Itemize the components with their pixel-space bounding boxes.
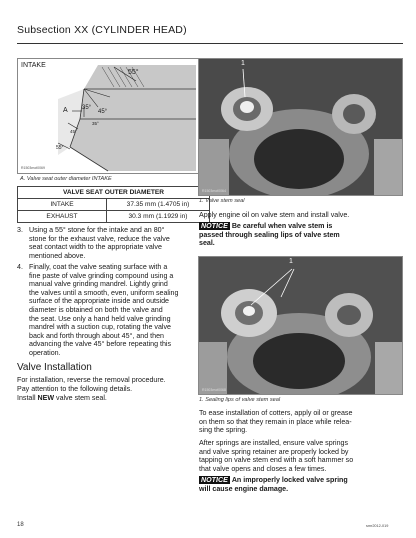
document-code: smr2012-019 [366,524,389,528]
row-value: 30.3 mm (1.1929 in) [107,211,210,223]
text-line: mentioned above. [29,251,86,260]
text-run: Install [17,394,38,402]
text-line: After springs are installed, ensure valve springs [199,439,349,447]
text-line: Using a 55° stone for the intake and an 80° [29,226,165,234]
figure-id: R1503mot0069 [21,166,45,170]
text-line: surface of the appropriate inside and outside [29,297,169,306]
table-row [18,211,210,223]
notice-tag: NOTICE [201,222,228,230]
angle-55-top-label: 55° [128,69,139,76]
text-line: To ease installation of cotters, apply oil or grease [199,409,353,417]
figure-caption: 1. Sealing lips of valve stem seal [199,397,281,403]
text-line: the seat. Use only a hand held valve grinding [29,314,171,323]
intake-label: INTAKE [21,62,46,69]
text-line: tapping on valve stem end with a soft hammer so [199,456,354,465]
figure-id: R1503mot0068 [202,388,226,392]
text-line: on them so that they remain in place while relea- [199,417,352,426]
callout-number: 1 [289,258,293,265]
header-divider [17,43,403,44]
text-line: operation. [29,348,61,357]
text-line: seal. [199,239,215,248]
text-line [199,222,399,231]
valve-seat-drawing [18,59,198,173]
sealing-lips-photo [198,256,403,395]
label-a: A [63,107,68,114]
text-line: manual valve grinding mandrel. Lightly grind [29,280,168,289]
install-seal-text [17,394,107,403]
step-number: 4. [17,263,23,271]
text-line: Pay attention to the following details. [17,384,133,393]
notice-block [199,476,399,493]
figure-id: R1503mot0064 [202,189,226,193]
row-label: INTAKE [18,199,107,211]
page-number: 18 [17,522,24,528]
text-line: the valves until a smooth, even, uniform sealing [29,288,179,297]
notice-tag: NOTICE [201,476,228,484]
angle-55b-label: 55° [56,145,64,151]
springs-text [199,439,399,473]
row-label: EXHAUST [18,211,107,223]
new-emphasis: NEW [37,394,55,402]
callout-number: 1 [241,60,245,67]
text-run: Be careful when valve stem is [231,222,333,230]
table-title: VALVE SEAT OUTER DIAMETER [18,187,210,199]
step-text [29,263,194,358]
text-line: For installation, reverse the removal procedure. [17,376,166,384]
figure-caption: A. Valve seat outer diameter INTAKE [20,176,112,182]
step-text [29,226,194,260]
notice-block [199,222,399,248]
valve-stem-seal-photo [198,58,403,196]
text-line: passed through sealing lips of valve stem [199,230,340,239]
photo-drawing [199,59,402,195]
text-run: valve stem seal. [54,394,107,402]
text-line: back and forth through about 45°, and then [29,331,164,340]
row-value: 37.35 mm (1.4705 in) [107,199,210,211]
section-title: Subsection XX (CYLINDER HEAD) [17,24,187,36]
angle-35-label: 35° [82,105,92,111]
text-line: that valve opens and closes a few times. [199,464,327,473]
section-heading: Valve Installation [17,362,92,373]
text-line: diameter is obtained on both the valve and [29,305,163,314]
installation-intro [17,376,197,393]
text-line: Finally, coat the valve seating surface with a [29,263,168,271]
text-run: An improperly locked valve spring [231,476,348,484]
angle-45-label: 45° [98,109,108,115]
valve-seat-diagram [17,58,199,174]
table-row [18,199,210,211]
text-line: and valve spring retainer are properly locked by [199,447,349,456]
photo-drawing [199,257,402,394]
text-line: will cause engine damage. [199,484,289,493]
apply-oil-text: Apply engine oil on valve stem and install valve. [199,211,350,219]
text-line [199,476,399,485]
angle-45b-label: 45° [70,129,77,134]
text-line: mandrel with a suction cup, rotating the valve [29,323,171,332]
figure-caption: 1. Valve stem seal [199,198,245,204]
angle-35b-label: 35° [92,121,99,126]
text-line: fine paste of valve grinding compound using a [29,271,174,280]
text-line: seat contact width to the appropriate valve [29,243,162,252]
valve-seat-table [17,186,210,223]
text-line: stone for the exhaust valve, reduce the valve [29,234,170,243]
text-line: sing the spring. [199,426,248,435]
cotters-text [199,409,399,435]
text-line: advancing the valve 45° before repeating this [29,340,172,349]
step-number: 3. [17,226,23,234]
